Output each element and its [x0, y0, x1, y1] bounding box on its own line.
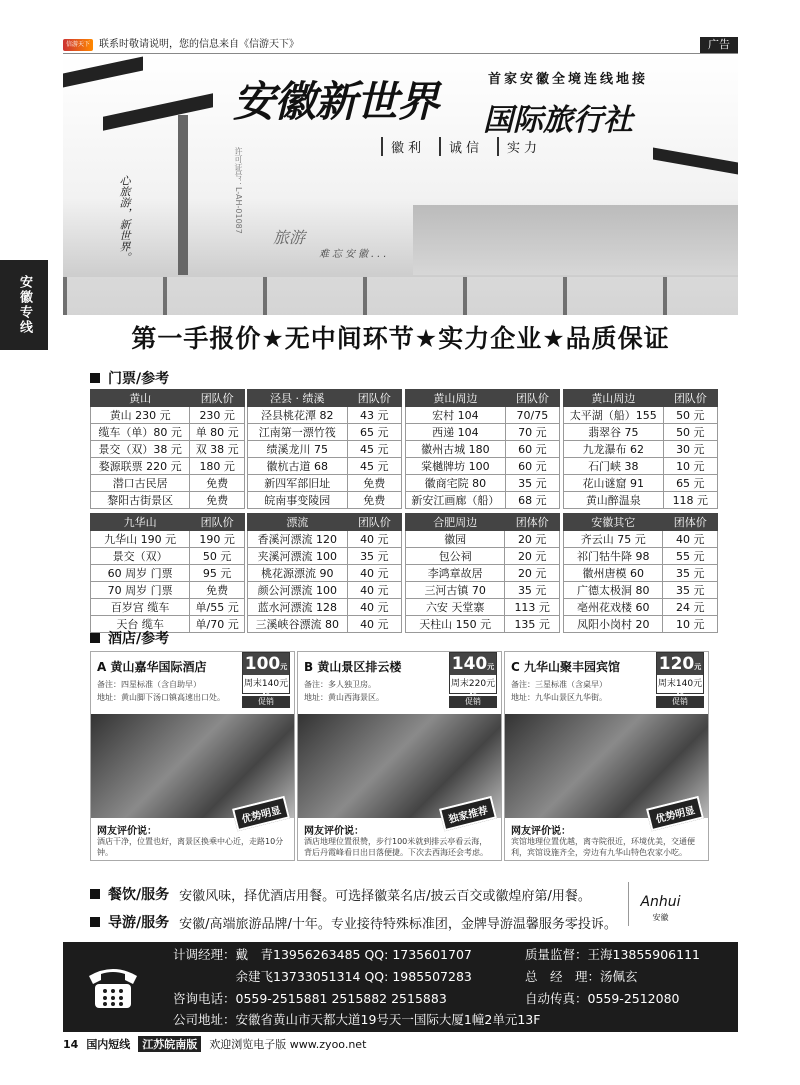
- table-cell: 泾县桃花潭 82: [248, 407, 348, 424]
- table-cell: 齐云山 75 元: [564, 531, 663, 548]
- table-row: [406, 424, 560, 441]
- table-cell: 凤阳小岗村 20: [564, 616, 663, 633]
- table-cell: 50 元: [663, 424, 717, 441]
- table-header: 漂流: [248, 514, 348, 531]
- table-cell: 徽杭古道 68: [248, 458, 348, 475]
- water-reflection: [413, 205, 738, 275]
- table-cell: 徽园: [406, 531, 505, 548]
- table-cell: 棠樾牌坊 100: [406, 458, 506, 475]
- table-cell: 50 元: [663, 407, 717, 424]
- virtues: [381, 137, 541, 156]
- weekend-price: 周末140元: [243, 679, 289, 689]
- table-cell: 免费: [190, 582, 245, 599]
- table-cell: 翡翠谷 75: [564, 424, 664, 441]
- table-cell: 潜口古民居: [91, 475, 190, 492]
- table-cell: 新安江画廊（船）: [406, 492, 506, 509]
- guide-service: [90, 912, 617, 932]
- ticket-table: [247, 389, 402, 509]
- table-cell: 景交（双）: [91, 548, 190, 565]
- table-row: [564, 407, 718, 424]
- table-header: 团队价: [347, 514, 401, 531]
- table-row: [248, 475, 402, 492]
- table-row: [564, 531, 718, 548]
- ticket-table: [563, 513, 718, 633]
- table-cell: 35 元: [347, 548, 401, 565]
- table-cell: 55 元: [663, 548, 718, 565]
- table-row: [248, 424, 402, 441]
- virtue-3: 实力: [497, 137, 541, 156]
- table-row: [564, 599, 718, 616]
- hotel-info: [511, 678, 607, 704]
- poem: 心旅游，新世界。: [118, 175, 131, 263]
- brand-sub: 国际旅行社: [483, 103, 633, 138]
- headline: 第一手报价★无中间环节★实力企业★品质保证: [131, 324, 670, 353]
- table-row: [406, 458, 560, 475]
- table-row: [564, 441, 718, 458]
- table-cell: 徽商宅院 80: [406, 475, 506, 492]
- contact-row-4: 公司地址：安徽省黄山市天都大道19号天一国际大厦1幢2单元13F: [173, 1012, 541, 1027]
- dining-text: 安徽风味，择优酒店用餐。可选择徽菜名店/披云百交或徽煌府第/用餐。: [179, 888, 591, 904]
- price-unit: 元起: [469, 663, 495, 696]
- promo-tag: 促销: [242, 696, 290, 708]
- ticket-table: [90, 389, 245, 509]
- table-cell: 65 元: [347, 424, 401, 441]
- table-row: [564, 548, 718, 565]
- brand-main: 安徽新世界: [233, 77, 439, 126]
- review-label: 网友评价说：: [97, 826, 157, 837]
- table-cell: 43 元: [347, 407, 401, 424]
- table-cell: 60 元: [505, 441, 559, 458]
- table-cell: 免费: [190, 492, 245, 509]
- table-cell: 广德太极洞 80: [564, 582, 663, 599]
- table-row: [248, 616, 402, 633]
- table-cell: 35 元: [505, 475, 559, 492]
- table-cell: 亳州花戏楼 60: [564, 599, 663, 616]
- gate-pillar: [178, 115, 188, 275]
- quality-supervisor: 质量监督：王海13855906111: [525, 947, 700, 962]
- table-row: [248, 407, 402, 424]
- ticket-table: [405, 389, 560, 509]
- table-cell: 黄山 230 元: [91, 407, 190, 424]
- table-row: [564, 565, 718, 582]
- hotel-address: 地址：黄山脚下汤口镇高速出口处。: [97, 693, 225, 702]
- virtue-2: 诚信: [439, 137, 483, 156]
- table-cell: 单/70 元: [190, 616, 245, 633]
- table-cell: 江南第一漂竹筏: [248, 424, 348, 441]
- anhui-logo-text: Anhui: [640, 894, 681, 910]
- tickets-title: 门票/参考: [108, 371, 170, 387]
- table-cell: 桃花源漂流 90: [248, 565, 348, 582]
- table-cell: 60 周岁 门票: [91, 565, 190, 582]
- hotel-badge: 独家推荐: [439, 796, 497, 831]
- table-cell: 三溪峡谷漂流 80: [248, 616, 348, 633]
- contact-row-3: 咨询电话：0559-2515881 2515882 2515883: [173, 991, 447, 1006]
- table-cell: 118 元: [663, 492, 717, 509]
- hotel-address: 地址：黄山西海景区。: [304, 693, 384, 702]
- table-cell: 30 元: [663, 441, 717, 458]
- table-cell: 单/55 元: [190, 599, 245, 616]
- hotel-card: [90, 651, 295, 861]
- table-row: [406, 441, 560, 458]
- table-cell: 景交（双）38 元: [91, 441, 190, 458]
- price-box: [242, 652, 290, 694]
- hotel-info: [97, 678, 225, 704]
- table-cell: 夹溪河漂流 100: [248, 548, 348, 565]
- table-cell: 婺源联票 220 元: [91, 458, 190, 475]
- contact-panel: [63, 942, 738, 1032]
- contact-row-1: 计调经理：戴 青13956263485 QQ: 1735601707: [173, 947, 472, 962]
- hotel-standard: 备注：三星标准（含桌早）: [511, 680, 607, 689]
- table-header: 合肥周边: [406, 514, 505, 531]
- table-header: 团体价: [505, 514, 560, 531]
- table-cell: 徽州古城 180: [406, 441, 506, 458]
- table-row: [91, 458, 245, 475]
- table-header: 黄山: [91, 390, 190, 407]
- guide-title: 导游/服务: [90, 912, 169, 932]
- price-unit: 元起: [676, 663, 702, 696]
- edition: 江苏皖南版: [138, 1036, 201, 1052]
- table-cell: 20 元: [505, 548, 560, 565]
- price-unit: 元起: [262, 663, 288, 696]
- table-cell: 免费: [190, 475, 245, 492]
- table-row: [406, 565, 560, 582]
- source-notice: 联系时敬请说明，您的信息来自《信游天下》: [99, 38, 299, 50]
- table-cell: 宏村 104: [406, 407, 506, 424]
- banner: [63, 55, 738, 315]
- table-header: 泾县 · 绩溪: [248, 390, 348, 407]
- general-manager: 总 经 理：汤佩玄: [525, 969, 638, 984]
- price-value: 140: [451, 654, 488, 674]
- travel-word: 旅游: [273, 228, 306, 247]
- table-header: 黄山周边: [564, 390, 664, 407]
- ticket-table: [90, 513, 245, 633]
- price-value: 120: [658, 654, 695, 674]
- promo-tag: 促销: [449, 696, 497, 708]
- table-cell: 绩溪龙川 75: [248, 441, 348, 458]
- tickets-heading: [90, 368, 169, 388]
- table-cell: 60 元: [505, 458, 559, 475]
- hotel-card: [504, 651, 709, 861]
- table-cell: 65 元: [663, 475, 717, 492]
- table-row: [91, 565, 245, 582]
- table-row: [406, 548, 560, 565]
- table-cell: 西递 104: [406, 424, 506, 441]
- table-cell: 李鸿章故居: [406, 565, 505, 582]
- table-row: [91, 424, 245, 441]
- table-cell: 35 元: [663, 565, 718, 582]
- table-cell: 三河古镇 70: [406, 582, 505, 599]
- table-row: [91, 475, 245, 492]
- table-row: [564, 475, 718, 492]
- table-cell: 10 元: [663, 616, 718, 633]
- ticket-table: [247, 513, 402, 633]
- table-cell: 花山谜窟 91: [564, 475, 664, 492]
- magazine-logo: 信游天下: [63, 39, 93, 51]
- dining-title: 餐饮/服务: [90, 884, 169, 904]
- review-text: 酒店干净，位置也好，离景区换乘中心近，走路10分钟。: [97, 837, 284, 857]
- table-cell: 113 元: [505, 599, 560, 616]
- top-bar: [63, 36, 738, 54]
- table-row: [406, 492, 560, 509]
- table-cell: 35 元: [505, 582, 560, 599]
- table-cell: 六安 天堂寨: [406, 599, 505, 616]
- table-cell: 天柱山 150 元: [406, 616, 505, 633]
- ticket-table: [563, 389, 718, 509]
- side-tab: 安徽专线: [0, 260, 48, 350]
- hotel-name: B 黄山景区排云楼: [304, 660, 402, 674]
- table-cell: 百岁宫 缆车: [91, 599, 190, 616]
- table-cell: 包公祠: [406, 548, 505, 565]
- anhui-logo-sub: 安徽: [652, 913, 669, 922]
- table-cell: 祁门牯牛降 98: [564, 548, 663, 565]
- table-row: [91, 492, 245, 509]
- table-cell: 蓝水河漂流 128: [248, 599, 348, 616]
- table-cell: 免费: [347, 492, 401, 509]
- table-row: [406, 531, 560, 548]
- table-cell: 皖南事变陵园: [248, 492, 348, 509]
- table-row: [248, 531, 402, 548]
- table-row: [406, 616, 560, 633]
- fax: 自动传真：0559-2512080: [525, 991, 680, 1006]
- table-header: 团队价: [190, 390, 245, 407]
- table-row: [91, 407, 245, 424]
- table-header: 安徽其它: [564, 514, 663, 531]
- table-row: [248, 565, 402, 582]
- table-cell: 黎阳古街景区: [91, 492, 190, 509]
- table-row: [91, 441, 245, 458]
- table-cell: 单 80 元: [190, 424, 245, 441]
- table-cell: 24 元: [663, 599, 718, 616]
- footer: [63, 1036, 738, 1052]
- table-cell: 太平湖（船）155: [564, 407, 664, 424]
- pavilion-roof-left: [63, 56, 143, 87]
- table-row: [564, 492, 718, 509]
- pavilion-roof-right: [653, 148, 738, 175]
- page-number: 14: [63, 1037, 79, 1051]
- table-cell: 95 元: [190, 565, 245, 582]
- review-text: 酒店地理位置很赞，步行100米就到排云亭看云海，背后丹霞峰看日出日落便捷。下次去西海还会考虑。: [304, 837, 488, 857]
- hotels-title: 酒店/参考: [108, 631, 170, 647]
- table-cell: 190 元: [190, 531, 245, 548]
- table-header: 九华山: [91, 514, 190, 531]
- weekend-price: 周末140元: [657, 679, 703, 689]
- ticket-table: [405, 513, 560, 633]
- website: 欢迎浏览电子版 www.zyoo.net: [209, 1038, 367, 1051]
- table-row: [564, 424, 718, 441]
- table-cell: 40 元: [663, 531, 718, 548]
- table-cell: 45 元: [347, 441, 401, 458]
- table-header: 黄山周边: [406, 390, 506, 407]
- hotel-address: 地址：九华山景区九华街。: [511, 693, 607, 702]
- table-cell: 70/75: [505, 407, 559, 424]
- price-value: 100: [244, 654, 281, 674]
- hotel-standard: 备注：多人独卫房。: [304, 680, 376, 689]
- hotels-heading: [90, 628, 169, 648]
- table-cell: 黄山醉温泉: [564, 492, 664, 509]
- table-cell: 40 元: [347, 599, 401, 616]
- table-cell: 新四军部旧址: [248, 475, 348, 492]
- table-row: [564, 458, 718, 475]
- review-label: 网友评价说：: [304, 826, 364, 837]
- pavilion-roof-left2: [103, 93, 213, 130]
- table-cell: 70 周岁 门票: [91, 582, 190, 599]
- hotel-badge: 优势明显: [646, 796, 704, 831]
- table-row: [248, 492, 402, 509]
- travel-sub: 难忘安徽...: [319, 249, 390, 260]
- table-header: 团体价: [663, 514, 718, 531]
- table-cell: 50 元: [190, 548, 245, 565]
- table-row: [248, 458, 402, 475]
- table-cell: 40 元: [347, 531, 401, 548]
- promo-tag: 促销: [656, 696, 704, 708]
- table-row: [406, 407, 560, 424]
- telephone-icon: [85, 962, 141, 1012]
- table-cell: 20 元: [505, 565, 560, 582]
- license-number: 许可证号：L-AH-01087: [234, 147, 243, 234]
- weekend-price: 周末220元: [450, 679, 496, 689]
- hotel-info: [304, 678, 384, 704]
- table-row: [406, 582, 560, 599]
- table-row: [91, 599, 245, 616]
- table-cell: 230 元: [190, 407, 245, 424]
- table-cell: 天台 缆车: [91, 616, 190, 633]
- table-row: [248, 548, 402, 565]
- tagline: 首家安徽全境连线地接: [488, 72, 649, 87]
- anhui-logo: [628, 882, 692, 926]
- table-row: [91, 582, 245, 599]
- hotel-name: C 九华山聚丰园宾馆: [511, 660, 620, 674]
- table-row: [406, 475, 560, 492]
- hotel-badge: 优势明显: [232, 796, 290, 831]
- guide-text: 安徽/高端旅游品牌/十年。专业接待特殊标准团，金牌导游温馨服务零投诉。: [179, 916, 617, 932]
- review-label: 网友评价说：: [511, 826, 571, 837]
- hotel-card: [297, 651, 502, 861]
- price-box: [449, 652, 497, 694]
- table-row: [564, 616, 718, 633]
- table-row: [91, 531, 245, 548]
- table-cell: 颜公河漂流 100: [248, 582, 348, 599]
- table-cell: 70 元: [505, 424, 559, 441]
- review-text: 宾馆地理位置优越，离寺院很近，环境优美，交通便利，宾馆设施齐全，旁边有九华山特色农家小吃。: [511, 837, 695, 857]
- table-cell: 徽州唐模 60: [564, 565, 663, 582]
- table-row: [91, 548, 245, 565]
- table-cell: 九龙瀑布 62: [564, 441, 664, 458]
- table-cell: 双 38 元: [190, 441, 245, 458]
- table-cell: 35 元: [663, 582, 718, 599]
- table-cell: 石门峡 38: [564, 458, 664, 475]
- ad-label: 广告: [700, 37, 738, 53]
- table-cell: 20 元: [505, 531, 560, 548]
- table-cell: 香溪河漂流 120: [248, 531, 348, 548]
- section-name: 国内短线: [86, 1038, 131, 1051]
- table-cell: 免费: [347, 475, 401, 492]
- table-cell: 九华山 190 元: [91, 531, 190, 548]
- table-cell: 135 元: [505, 616, 560, 633]
- price-box: [656, 652, 704, 694]
- table-row: [406, 599, 560, 616]
- fence-decoration: [63, 277, 738, 315]
- table-cell: 10 元: [663, 458, 717, 475]
- table-header: 团队价: [347, 390, 401, 407]
- table-cell: 缆车（单）80 元: [91, 424, 190, 441]
- hotel-standard: 备注：四星标准（含自助早）: [97, 680, 201, 689]
- table-cell: 68 元: [505, 492, 559, 509]
- dining-service: [90, 884, 591, 904]
- table-cell: 40 元: [347, 565, 401, 582]
- contact-row-2: 余建飞13733051314 QQ: 1985507283: [173, 969, 472, 984]
- table-header: 团队价: [505, 390, 559, 407]
- table-row: [248, 582, 402, 599]
- table-row: [564, 582, 718, 599]
- table-header: 团队价: [190, 514, 245, 531]
- hotel-name: A 黄山嘉华国际酒店: [97, 660, 207, 674]
- table-cell: 45 元: [347, 458, 401, 475]
- table-header: 团队价: [663, 390, 717, 407]
- table-cell: 40 元: [347, 582, 401, 599]
- table-row: [248, 599, 402, 616]
- table-cell: 40 元: [347, 616, 401, 633]
- table-cell: 180 元: [190, 458, 245, 475]
- virtue-1: 徽利: [381, 137, 425, 156]
- table-row: [248, 441, 402, 458]
